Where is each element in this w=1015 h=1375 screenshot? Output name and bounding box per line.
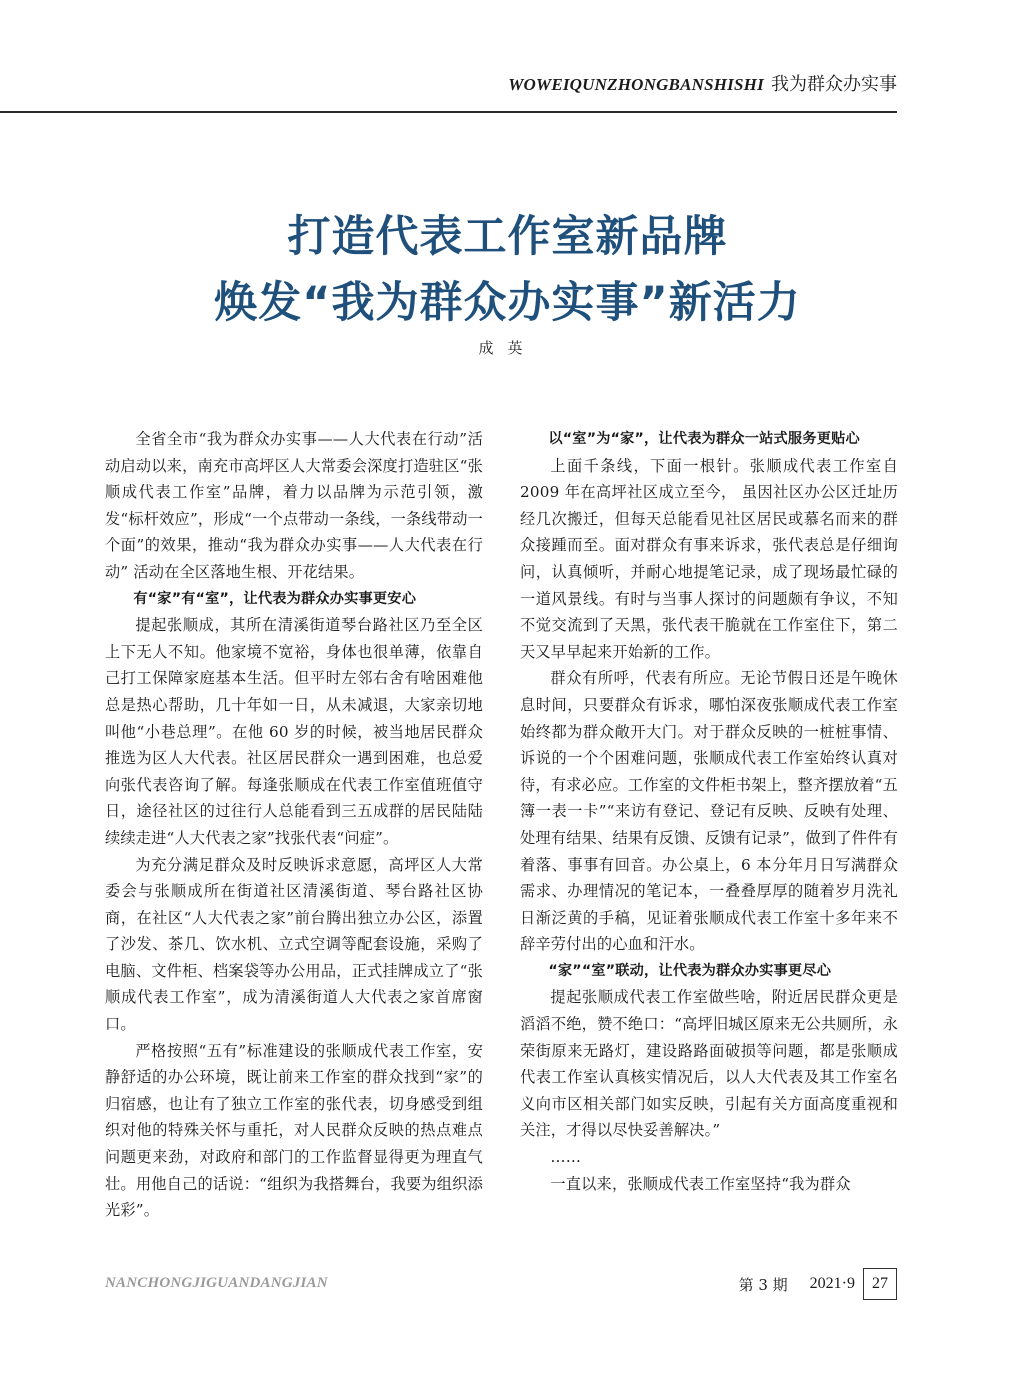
issue-date: 2021·9 bbox=[809, 1275, 855, 1292]
page-number: 27 bbox=[863, 1268, 897, 1300]
header-section-title: 我为群众办实事 bbox=[771, 74, 897, 95]
section-heading-2: 以“室”为“家”，让代表为群众一站式服务更贴心 bbox=[548, 431, 860, 447]
paragraph: 一直以来，张顺成代表工作室坚持“我为群众 bbox=[550, 1174, 851, 1193]
paragraph: 上面千条线，下面一根针。张顺成代表工作室自 2009 年在高坪社区成立至今， 虽因社区办公区迁址历经几次搬迁，但每天总能看见社区居民或慕名而来的群众接踵而至。面对群众有事来诉求，张代表总是仔细询问，认真倾听，并耐心地提笔记录，成了现场最忙碌的一道风景线。有时与当事人探讨的问题颇有争议，不知不觉交流到了天黑，张代表干脆就在工作室住下，第二天又早早起来开始新的工作。 bbox=[520, 456, 898, 661]
footer-issue-info bbox=[739, 1268, 897, 1300]
header-pinyin: WOWEIQUNZHONGBANSHISHI bbox=[508, 75, 764, 94]
paragraph: 提起张顺成代表工作室做些啥，附近居民群众更是滔滔不绝，赞不绝口：“高坪旧城区原来无公共厕所，永荣街原来无路灯，建设路路面破损等问题，都是张顺成代表工作室认真核实情况后，以人大代表及其工作室名义向市区相关部门如实反映，引起有关方面高度重视和关注，才得以尽快妥善解决。” bbox=[520, 988, 898, 1140]
footer-publication-name: NANCHONGJIGUANDANGJIAN bbox=[105, 1275, 328, 1291]
paragraph: 严格按照“五有”标准建设的张顺成代表工作室，安静舒适的办公环境，既让前来工作室的群众找到“家”的归宿感，也让有了独立工作室的张代表，切身感受到组织对他的特殊关怀与重托，对人民群众反映的热点难点问题更来劲，对政府和部门的工作监督显得更为理直气壮。用他自己的话说：“组织为我搭舞台，我要为组织添光彩”。 bbox=[105, 1041, 483, 1220]
right-column bbox=[520, 426, 898, 1197]
title-line-1: 打造代表工作室新品牌 bbox=[287, 212, 728, 262]
header-divider bbox=[0, 111, 897, 113]
issue-number: 第 3 期 bbox=[738, 1275, 788, 1294]
ellipsis: …… bbox=[550, 1148, 582, 1167]
article-title bbox=[0, 204, 1015, 336]
paragraph: 提起张顺成，其所在清溪街道琴台路社区乃至全区上下无人不知。他家境不宽裕，身体也很单薄，依靠自己打工保障家庭基本生活。但平时左邻右舍有啥困难他总是热心帮助，几十年如一日，从未减退，大家亲切地叫他“小巷总理”。在他 60 岁的时候，被当地居民群众推选为区人大代表。社区居民群众一遇到困难，也总爱向张代表咨询了解。每逢张顺成在代表工作室值班值守日，途径社区的过往行人总能看到三五成群的居民陆陆续续走进“人大代表之家”找张代表“问症”。 bbox=[105, 616, 483, 847]
section-heading-1: 有“家”有“室”，让代表为群众办实事更安心 bbox=[133, 590, 417, 607]
paragraph: 群众有所呼，代表有所应。无论节假日还是午晚休息时间，只要群众有诉求，哪怕深夜张顺成代表工作室始终都为群众敞开大门。对于群众反映的一桩桩事情、诉说的一个个困难问题，张顺成代表工作室始终认真对待，有求必应。工作室的文件柜书架上，整齐摆放着“五簿一表一卡”“来访有登记、登记有反映、反映有处理、处理有结果、结果有反馈、反馈有记录”，做到了件件有着落、事事有回音。办公桌上，6 本分年月日写满群众需求、办理情况的笔记本，一叠叠厚厚的随着岁月洗礼日渐泛黄的手稿，见证着张顺成代表工作室十多年来不辞辛劳付出的心血和汗水。 bbox=[520, 669, 898, 954]
running-header bbox=[0, 70, 897, 112]
paragraph-intro: 全省全市“我为群众办实事——人大代表在行动”活动启动以来，南充市高坪区人大常委会深度打造驻区“张顺成代表工作室”品牌，着力以品牌为示范引领，激发“标杆效应”，形成“一个点带动一条线，一条线带动一个面”的效果，推动“我为群众办实事——人大代表在行动” 活动在全区落地生根、开花结果。 bbox=[105, 430, 483, 581]
author-name: 成英 bbox=[478, 339, 537, 357]
section-heading-3: “家”“室”联动，让代表为群众办实事更尽心 bbox=[548, 962, 832, 979]
paragraph: 为充分满足群众及时反映诉求意愿，高坪区人大常委会与张顺成所在街道社区清溪街道、琴台路社区协商，在社区“人大代表之家”前台腾出独立办公区，添置了沙发、茶几、饮水机、立式空调等配套设施，采购了电脑、文件柜、档案袋等办公用品，正式挂牌成立了“张顺成代表工作室”，成为清溪街道人大代表之家首席窗口。 bbox=[105, 855, 483, 1034]
left-column bbox=[105, 426, 483, 1224]
title-line-2: 焕发“我为群众办实事”新活力 bbox=[214, 278, 801, 328]
